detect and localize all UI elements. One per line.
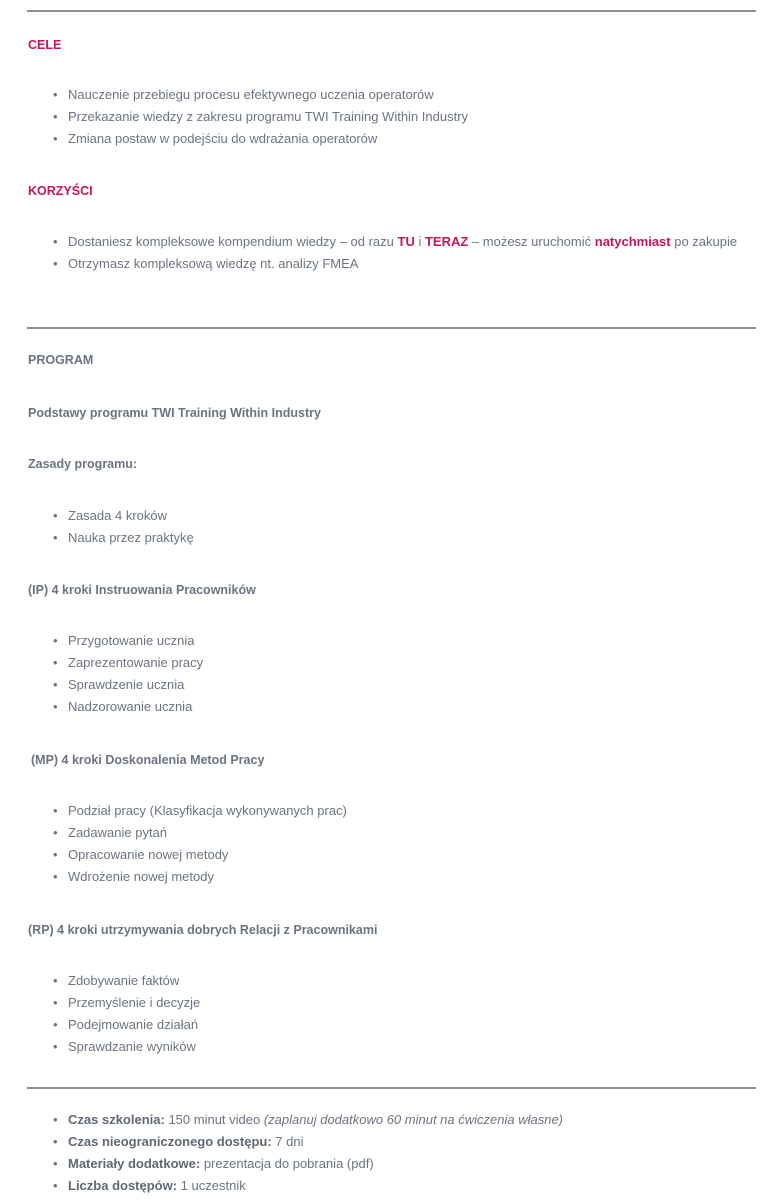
list-item: • Przekazanie wiedzy z zakresu programu TWI Training Within Industry — [53, 106, 743, 128]
program-heading: PROGRAM — [28, 353, 94, 367]
list-item — [53, 1109, 743, 1131]
natychmiast-highlight: natychmiast — [594, 234, 671, 249]
info-list — [53, 1109, 743, 1197]
materialy-value: prezentacja do pobrania (pdf) — [200, 1156, 374, 1171]
ip-title: (IP) 4 kroki Instruowania Pracowników — [28, 583, 256, 597]
czas-note: (zaplanuj dodatkowo 60 minut na ćwiczenia własne) — [263, 1112, 564, 1127]
list-item: • Nadzorowanie ucznia — [53, 696, 743, 718]
list-item: • Zmiana postaw w podejściu do wdrażania operatorów — [53, 128, 743, 150]
list-item: • Zaprezentowanie pracy — [53, 652, 743, 674]
zasady-list — [53, 505, 743, 549]
list-item: • Sprawdzenie ucznia — [53, 674, 743, 696]
korzysci-text-i: i — [414, 234, 425, 249]
liczba-label: Liczba dostępów: — [68, 1178, 178, 1193]
list-item: • Nauczenie przebiegu procesu efektywnego uczenia operatorów — [53, 84, 743, 106]
tu-highlight: TU — [397, 234, 415, 249]
rp-title: (RP) 4 kroki utrzymywania dobrych Relacji z Pracownikami — [28, 923, 378, 937]
teraz-highlight: TERAZ — [424, 234, 469, 249]
list-item: • Podejmowanie działań — [53, 1014, 743, 1036]
liczba-value: 1 uczestnik — [177, 1178, 246, 1193]
list-item: • Zasada 4 kroków — [53, 505, 743, 527]
list-item: • Przygotowanie ucznia — [53, 630, 743, 652]
rp-list — [53, 970, 743, 1058]
list-item: • Zdobywanie faktów — [53, 970, 743, 992]
list-item: • Otrzymasz kompleksową wiedzę nt. analizy FMEA — [53, 253, 743, 275]
zasady-title: Zasady programu: — [28, 457, 138, 471]
list-item — [53, 1131, 743, 1153]
program-basics: Podstawy programu TWI Training Within Industry — [28, 406, 321, 420]
list-item: • Przemyślenie i decyzje — [53, 992, 743, 1014]
korzysci-text-before: Dostaniesz kompleksowe kompendium wiedzy – od razu — [68, 234, 398, 249]
dostep-label: Czas nieograniczonego dostępu: — [68, 1134, 272, 1149]
cele-heading: CELE — [28, 38, 62, 52]
mp-list — [53, 800, 743, 888]
list-item: • Sprawdzanie wyników — [53, 1036, 743, 1058]
dostep-value: 7 dni — [271, 1134, 304, 1149]
list-item: • Podział pracy (Klasyfikacja wykonywanych prac) — [53, 800, 743, 822]
top-divider — [27, 10, 756, 12]
list-item: • Wdrożenie nowej metody — [53, 866, 743, 888]
czas-label: Czas szkolenia: — [68, 1112, 165, 1127]
korzysci-list — [53, 231, 743, 275]
list-item — [53, 1175, 743, 1197]
list-item: • Opracowanie nowej metody — [53, 844, 743, 866]
czas-value: 150 minut video — [164, 1112, 264, 1127]
program-divider — [27, 327, 756, 329]
korzysci-text-middle: – możesz uruchomić — [468, 234, 595, 249]
list-item — [53, 231, 743, 253]
list-item: • Zadawanie pytań — [53, 822, 743, 844]
korzysci-text-after: po zakupie — [670, 234, 738, 249]
list-item: • Nauka przez praktykę — [53, 527, 743, 549]
materialy-label: Materiały dodatkowe: — [68, 1156, 201, 1171]
ip-list — [53, 630, 743, 718]
mp-title: (MP) 4 kroki Doskonalenia Metod Pracy — [31, 753, 265, 767]
info-divider — [27, 1087, 756, 1089]
cele-list — [53, 84, 743, 150]
korzysci-heading: KORZYŚCI — [28, 184, 93, 198]
list-item — [53, 1153, 743, 1175]
